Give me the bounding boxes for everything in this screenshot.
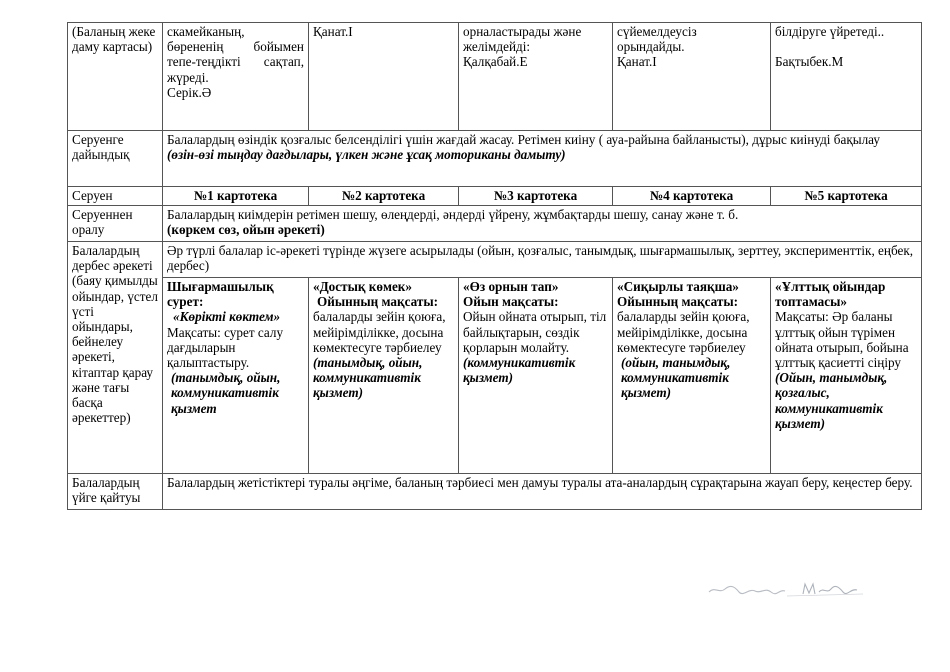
development-cell-1 bbox=[163, 23, 309, 131]
card-file-1: №1 картотека bbox=[163, 187, 309, 206]
row-label-independent: Балалардың дербес әрекеті (баяу қимылды ойындар, үстел үсті ойындары, бейнелеу әрекеті, кітаптар қарау және тағы басқа әрекеттер) bbox=[68, 242, 163, 474]
card-file-4: №4 картотека bbox=[613, 187, 771, 206]
child-name: Қанат.І bbox=[617, 54, 657, 70]
game-activity: (коммуникативтік қызмет) bbox=[463, 355, 576, 386]
game-goal: Мақсаты: сурет салу дағдыларын қалыптастыру. bbox=[167, 324, 284, 371]
game-goal-label: Ойынның мақсаты: bbox=[317, 294, 439, 310]
game-goal-label: Ойын мақсаты: bbox=[463, 294, 559, 310]
table-row-development-card bbox=[68, 23, 922, 131]
handwritten-signature bbox=[705, 578, 865, 600]
development-cell-5 bbox=[771, 23, 922, 131]
game-cell-2 bbox=[309, 278, 459, 474]
game-goal: Мақсаты: Әр баланы ұлттық ойын түрімен ойната отырып, бойына ұлттық қасиетті сіңіру bbox=[775, 309, 909, 371]
table-row-independent-intro bbox=[68, 242, 922, 278]
game-activity: (танымдық, ойын, коммуникативтік қызмет) bbox=[313, 355, 423, 401]
daily-plan-table bbox=[67, 22, 922, 510]
return-cell bbox=[163, 206, 922, 242]
development-cell-3 bbox=[459, 23, 613, 131]
child-name: Бақтыбек.М bbox=[775, 54, 844, 70]
going-home-cell: Балалардың жетістіктері туралы әңгіме, баланың тәрбиесі мен дамуы туралы ата-аналардың сұрақтарына жауап беру, кеңестер беру. bbox=[163, 474, 922, 510]
game-cell-3 bbox=[459, 278, 613, 474]
development-cell-4 bbox=[613, 23, 771, 131]
game-cell-5 bbox=[771, 278, 922, 474]
row-label-walk: Серуен bbox=[68, 187, 163, 206]
game-title: «Ұлттық ойындар топтамасы» bbox=[775, 279, 886, 310]
walk-preparation-text: Балалардың өзіндік қозғалыс белсенділігі үшін жағдай жасау. Ретімен киіну ( ауа-райына байланысты), дұрыс киінуді бақылау bbox=[167, 132, 880, 147]
game-title: «Достық көмек» bbox=[313, 279, 413, 294]
row-label-return: Серуеннен оралу bbox=[68, 206, 163, 242]
development-text: сүйемелдеусіз орындайды. bbox=[617, 24, 697, 55]
development-text: білдіруге үйретеді.. bbox=[775, 24, 885, 39]
table-row-walk-preparation bbox=[68, 131, 922, 187]
independent-intro-cell: Әр түрлі балалар іс-әрекеті түрінде жүзеге асырылады (ойын, қозғалыс, танымдық, шығармашылық, зерттеу, эксперименттік, еңбек, дербес) bbox=[163, 242, 922, 278]
row-label-going-home: Балалардың үйге қайтуы bbox=[68, 474, 163, 510]
game-title: «Сиқырлы таяқша» bbox=[617, 279, 739, 294]
game-title: Шығармашылық сурет: bbox=[167, 279, 274, 310]
game-goal-label: Ойынның мақсаты: bbox=[617, 294, 739, 310]
return-text: Балалардың киімдерін ретімен шешу, өлеңдерді, әндерді үйрену, жұмбақтарды шешу, санау және т. б. bbox=[167, 207, 739, 222]
development-text: орналастырады және желімдейді: bbox=[463, 24, 582, 55]
game-activity: (ойын, танымдық, коммуникативтік қызмет) bbox=[621, 355, 731, 401]
card-file-2: №2 картотека bbox=[309, 187, 459, 206]
game-cell-1 bbox=[163, 278, 309, 474]
game-goal: балаларды зейін қоюға, мейірімділікке, досына көмектесуге тәрбиелеу bbox=[617, 309, 750, 355]
card-file-3: №3 картотека bbox=[459, 187, 613, 206]
game-goal: Ойын ойната отырып, тіл байлықтарын, сөздік қорларын молайту. bbox=[463, 309, 607, 355]
card-file-5: №5 картотека bbox=[771, 187, 922, 206]
development-cell-2 bbox=[309, 23, 459, 131]
child-name: Қалқабай.Е bbox=[463, 54, 528, 70]
game-cell-4 bbox=[613, 278, 771, 474]
game-activity: (танымдық, ойын, коммуникативтік қызмет bbox=[171, 370, 281, 416]
table-row-going-home bbox=[68, 474, 922, 510]
development-text: Қанат.І bbox=[313, 24, 353, 39]
walk-preparation-skills: (өзін-өзі тыңдау дағдылары, үлкен және ұсақ моториканы дамыту) bbox=[167, 147, 566, 163]
game-activity: (Ойын, танымдық, қозғалыс, коммуникативтік қызмет) bbox=[775, 370, 888, 431]
return-activity: (көркем сөз, ойын әрекеті) bbox=[167, 222, 325, 238]
child-name: Серік.Ә bbox=[167, 84, 212, 100]
row-label-walk-preparation: Серуенге дайындық bbox=[68, 131, 163, 187]
table-row-walk bbox=[68, 187, 922, 206]
development-text: скамейканың, бөрененің бойымен тепе-теңдікті сақтап, жүреді. bbox=[167, 24, 304, 85]
table-row-independent-games bbox=[68, 278, 922, 474]
row-label-development-card: (Баланың жеке даму картасы) bbox=[68, 23, 163, 131]
walk-preparation-cell bbox=[163, 131, 922, 187]
game-goal: балаларды зейін қоюға, мейірімділікке, досына көмектесуге тәрбиелеу bbox=[313, 309, 446, 355]
table-row-return bbox=[68, 206, 922, 242]
game-subtitle: «Көрікті көктем» bbox=[173, 309, 281, 325]
game-title: «Өз орнын тап» bbox=[463, 279, 559, 294]
